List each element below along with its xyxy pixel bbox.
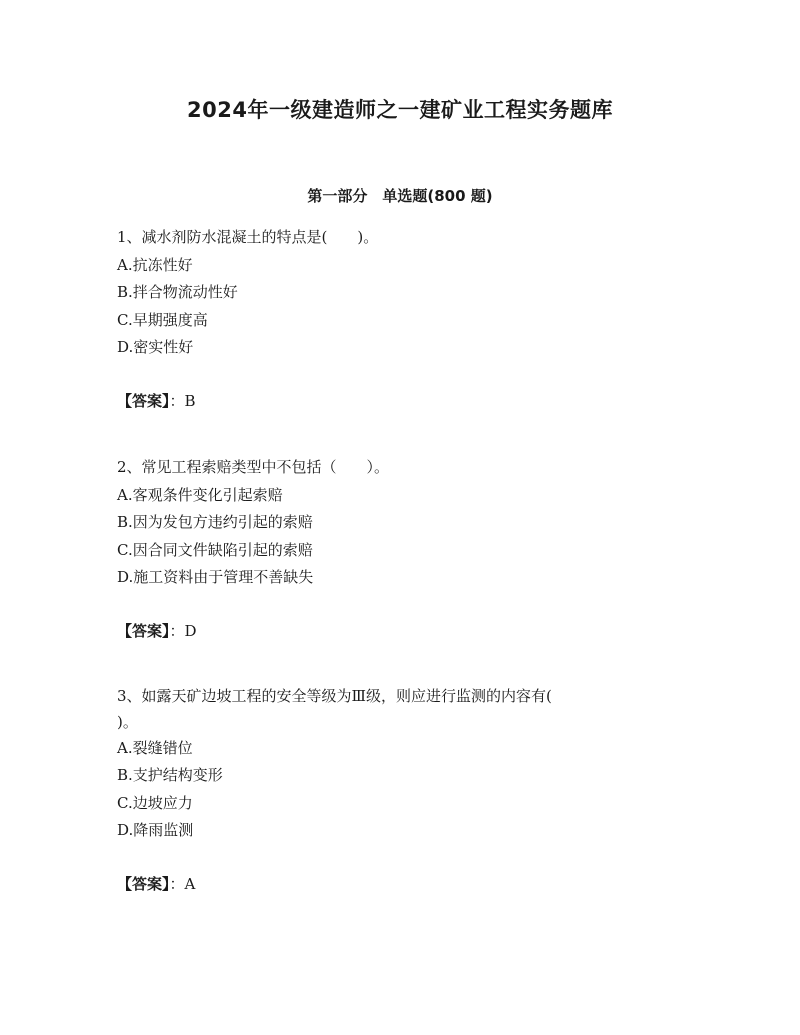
option-c: C.因合同文件缺陷引起的索赔 [117, 540, 313, 559]
question-stem: 2、常见工程索赔类型中不包括（ ）。 [117, 458, 390, 476]
option-b: B.支护结构变形 [117, 766, 223, 785]
answer-line [117, 618, 677, 644]
question-1 [117, 224, 677, 414]
answer-value: ：A [169, 875, 196, 894]
question-stem-line-2: )。 [117, 713, 138, 731]
option-c: C.边坡应力 [117, 793, 193, 812]
question-2 [117, 454, 677, 644]
option-b: B.拌合物流动性好 [117, 283, 238, 302]
option-a: A.裂缝错位 [117, 739, 193, 757]
question-3 [117, 683, 677, 897]
option-d: D.施工资料由于管理不善缺失 [117, 567, 314, 586]
answer-line [117, 388, 677, 414]
document-title: 2024年一级建造师之一建矿业工程实务题库 [187, 98, 613, 122]
answer-line [117, 871, 677, 897]
option-a: A.抗冻性好 [117, 256, 193, 274]
question-stem [117, 683, 677, 735]
option-d: D.降雨监测 [117, 820, 194, 839]
question-stem: 1、减水剂防水混凝土的特点是( )。 [117, 228, 379, 246]
answer-value: ：B [169, 392, 196, 411]
option-a: A.客观条件变化引起索赔 [117, 486, 283, 504]
option-d: D.密实性好 [117, 337, 194, 356]
answer-label: 【答案】 [117, 622, 170, 641]
option-b: B.因为发包方违约引起的索赔 [117, 513, 313, 532]
answer-value: ：D [169, 622, 197, 641]
section-title: 第一部分 单选题(800 题) [307, 187, 493, 205]
answer-label: 【答案】 [117, 392, 170, 411]
question-stem-line-1: 3、如露天矿边坡工程的安全等级为Ⅲ级，则应进行监测的内容有( [117, 687, 552, 705]
answer-label: 【答案】 [117, 875, 170, 894]
option-c: C.早期强度高 [117, 310, 208, 329]
